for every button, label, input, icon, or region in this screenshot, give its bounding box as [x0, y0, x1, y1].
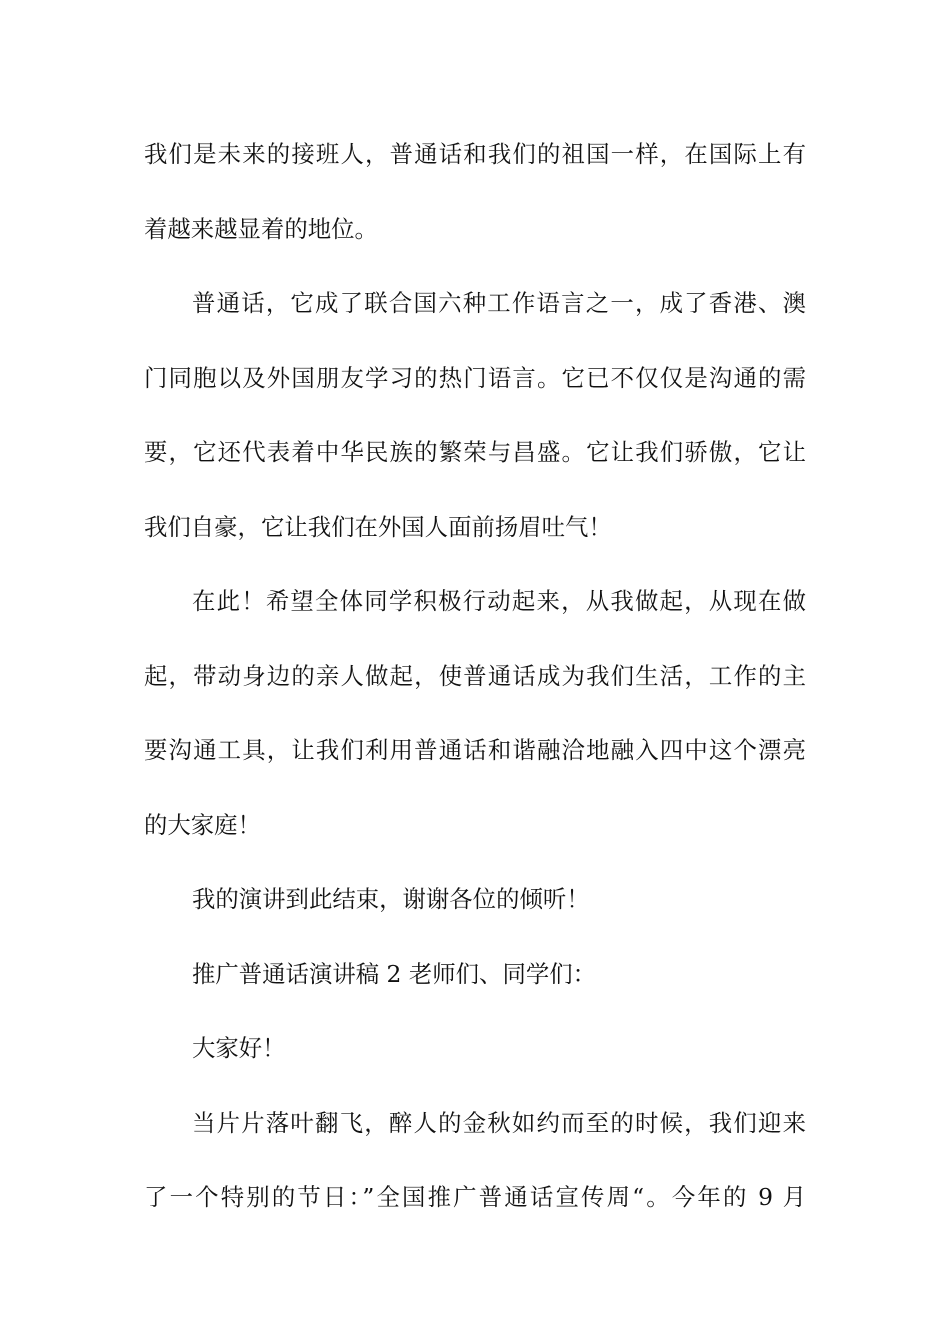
text-line-13: 大家好！	[192, 1034, 286, 1062]
text-line-5: 要，它还代表着中华民族的繁荣与昌盛。它让我们骄傲，它让	[144, 438, 806, 466]
text-line-4: 门同胞以及外国朋友学习的热门语言。它已不仅仅是沟通的需	[144, 364, 806, 392]
text-line-14: 当片片落叶翻飞，醉人的金秋如约而至的时候，我们迎来	[192, 1109, 806, 1137]
text-line-15: 了一个特别的节日：”全国推广普通话宣传周“。今年的 9 月	[144, 1183, 806, 1211]
text-line-6: 我们自豪，它让我们在外国人面前扬眉吐气！	[144, 513, 612, 541]
text-line-3: 普通话，它成了联合国六种工作语言之一，成了香港、澳	[192, 289, 806, 317]
text-line-2: 着越来越显着的地位。	[144, 215, 378, 243]
text-line-12: 推广普通话演讲稿 2 老师们、同学们：	[192, 960, 597, 988]
text-line-1: 我们是未来的接班人，普通话和我们的祖国一样，在国际上有	[144, 140, 806, 168]
text-line-10: 的大家庭！	[144, 811, 261, 839]
text-line-7: 在此！希望全体同学积极行动起来，从我做起，从现在做	[192, 587, 806, 615]
text-line-11: 我的演讲到此结束，谢谢各位的倾听！	[192, 885, 590, 913]
text-line-9: 要沟通工具，让我们利用普通话和谐融洽地融入四中这个漂亮	[144, 736, 806, 764]
text-line-8: 起，带动身边的亲人做起，使普通话成为我们生活，工作的主	[144, 662, 806, 690]
